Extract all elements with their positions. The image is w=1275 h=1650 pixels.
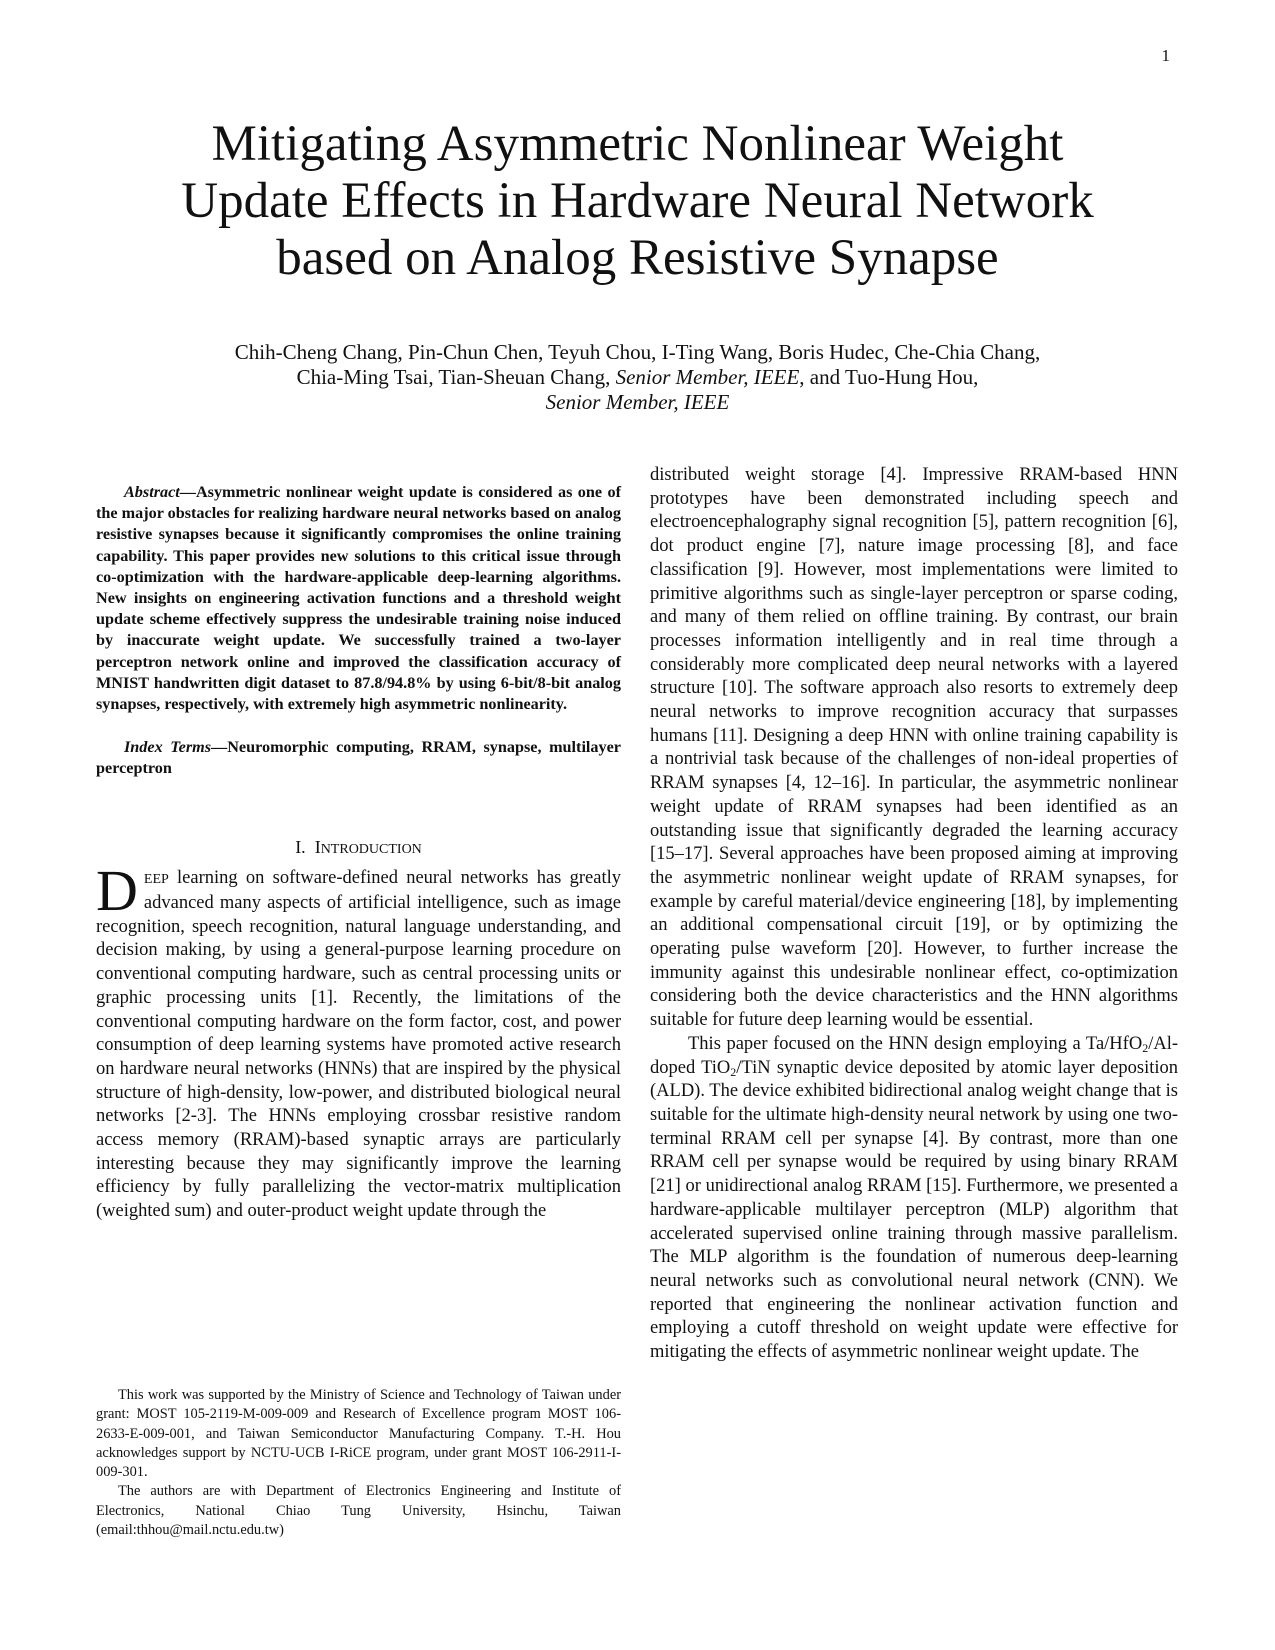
authors-membership-2: Senior Member, IEEE	[545, 390, 730, 414]
section-heading-introduction	[96, 836, 621, 862]
paper-title	[100, 116, 1175, 287]
abstract	[96, 482, 621, 715]
authors-line-1: Chih-Cheng Chang, Pin-Chun Chen, Teyuh Chou, I-Ting Wang, Boris Hudec, Che-Chia Chang,	[234, 340, 1041, 364]
authors-membership: Senior Member, IEEE	[615, 365, 800, 389]
p2-sub-2: 2	[730, 1064, 737, 1079]
intro-paragraph	[96, 858, 621, 1224]
right-paragraph-1: distributed weight storage [4]. Impressive RRAM-based HNN prototypes have been demonstrated including speech and electroencephalography signal recognition [5], pattern recognition [6], dot product engine [7], nature image processing [8], and face classification [9]. However, most implementations were limited to primitive algorithms such as single-layer perceptron or sparse coding, and many of them relied on offline training. By contrast, our brain processes information intelligently and in real time through a considerably more complicated deep neural networks with a layered structure [10]. The software approach also resorts to extremely deep neural networks to improve recognition accuracy that surpasses humans [11]. Designing a deep HNN with online training capability is a nontrivial task because of the challenges of non-ideal properties of RRAM synapses [4, 12–16]. In particular, the asymmetric nonlinear weight update of RRAM synapses had been identified as an outstanding issue that significantly degraded the learning accuracy [15–17]. Several approaches have been proposed aiming at improving the asymmetric nonlinear weight update of RRAM synapses, for example by careful material/device engineering [18], by implementing an additional compensational circuit [19], or by optimizing the operating pulse waveform [20]. However, to further increase the immunity against this undesirable nonlinear effect, co-optimization considering both the device characteristics and the HNN algorithms suitable for future deep learning would be essential.	[650, 465, 1178, 1031]
p2-part-c: /TiN synaptic device deposited by atomic layer deposition (ALD). The device exhibited bidirectional analog weight change that is suitable for the ultimate high-density neural network by using one two-terminal RRAM cell per synapse [4]. By contrast, more than one RRAM cell per synapse would be required by using binary RRAM [21] or unidirectional analog RRAM [15]. Furthermore, we presented a hardware-applicable multilayer perceptron (MLP) algorithm that accelerated supervised online training through massive parallelism. The MLP algorithm is the foundation of numerous deep-learning neural networks such as convolutional neural network (CNN). We reported that engineering the nonlinear activation function and employing a cutoff threshold on weight update were effective for mitigating the effects of asymmetric nonlinear weight update. The	[650, 1057, 1179, 1363]
title-line-3: based on Analog Resistive Synapse	[276, 230, 999, 286]
right-column	[650, 464, 1178, 1365]
section-numeral: I.	[295, 836, 306, 857]
footnote	[96, 1386, 621, 1540]
authors-names-a: Chia-Ming Tsai, Tian-Sheuan Chang,	[296, 365, 616, 389]
p2-part-b: /Al-doped TiO	[650, 1033, 1178, 1078]
footnote-funding: This work was supported by the Ministry of Science and Technology of Taiwan under grant: MOST 105-2119-M-009-009 and Research of Excellence program MOST 106-2633-E-009-001, and Taiwan Semiconductor Manufacturing Company. T.-H. Hou acknowledges support by NCTU-UCB I-RiCE program, under grant MOST 106-2911-I-009-301.	[96, 1387, 621, 1481]
right-paragraph-2	[650, 1033, 1178, 1365]
footnote-affiliation: The authors are with Department of Electronics Engineering and Institute of Electronics, National Chiao Tung University, Hsinchu, Taiwan (email:thhou@mail.nctu.edu.tw)	[96, 1483, 621, 1539]
abstract-label: Abstract	[124, 483, 180, 501]
drop-cap: D	[96, 858, 138, 924]
authors-line-2	[160, 365, 1115, 390]
title-line-1: Mitigating Asymmetric Nonlinear Weight	[211, 116, 1064, 172]
index-terms-label: Index Terms	[124, 738, 212, 757]
p2-sub-1: 2	[1142, 1040, 1149, 1055]
intro-lead-word: EEP	[143, 872, 169, 888]
section-title-first: I	[314, 836, 321, 857]
abstract-text: —Asymmetric nonlinear weight update is considered as one of the major obstacles for realizing hardware neural networks based on analog resistive synapses because it significantly compromises the online training capability. This paper provides new solutions to this critical issue through co-optimization with the hardware-applicable deep-learning algorithms. New insights on engineering activation functions and a threshold weight update scheme effectively suppress the undesirable training noise induced by inaccurate weight update. We successfully trained a two-layer perceptron network online and improved the classification accuracy of MNIST handwritten digit dataset to 87.8/94.8% by using 6-bit/8-bit analog synapses, respectively, with extremely high asymmetric nonlinearity.	[96, 483, 621, 714]
index-terms-text: —Neuromorphic computing, RRAM, synapse, multilayer perceptron	[96, 738, 621, 778]
page-number: 1	[1161, 46, 1170, 65]
intro-text: learning on software-defined neural networks has greatly advanced many aspects of artificial intelligence, such as image recognition, speech recognition, natural language understanding, and decision making, by using a general-purpose learning procedure on conventional computing hardware, such as central processing units or graphic processing units [1]. Recently, the limitations of the conventional computing hardware on the form factor, cost, and power consumption of deep learning systems have promoted active research on hardware neural networks (HNNs) that are inspired by the physical structure of high-density, low-power, and distributed biological neural networks [2-3]. The HNNs employing crossbar resistive random access memory (RRAM)-based synaptic arrays are particularly interesting because they may significantly improve the learning efficiency by fully parallelizing the vector-matrix multiplication (weighted sum) and outer-product weight update through the	[96, 868, 621, 1222]
section-title-rest: NTRODUCTION	[320, 841, 422, 857]
left-column	[96, 482, 621, 1224]
authors-line-3	[160, 390, 1115, 415]
title-line-2: Update Effects in Hardware Neural Network	[181, 173, 1094, 229]
index-terms	[96, 737, 621, 779]
author-list	[160, 340, 1115, 415]
p2-part-a: This paper focused on the HNN design employing a Ta/HfO	[688, 1033, 1143, 1054]
authors-names-b: , and Tuo-Hung Hou,	[799, 365, 979, 389]
